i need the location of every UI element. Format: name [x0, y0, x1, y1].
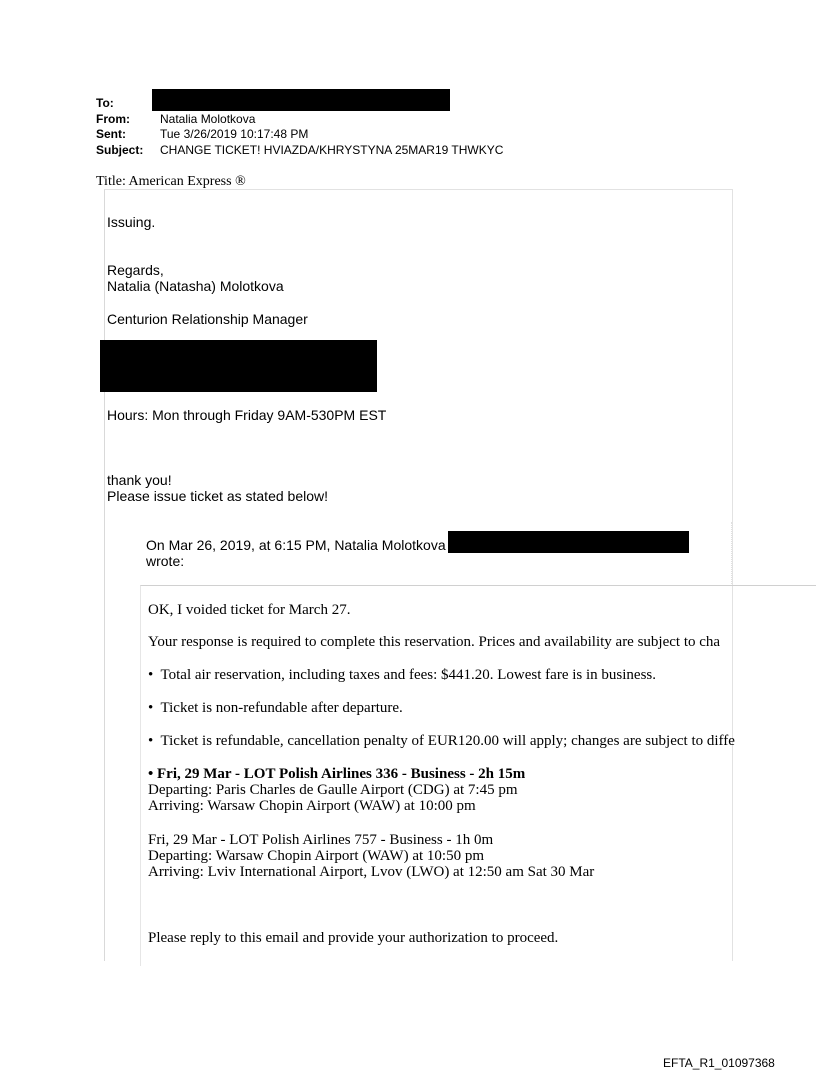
- bullet-icon: •: [148, 766, 154, 782]
- flight1-depart: Departing: Paris Charles de Gaulle Airport (CDG) at 7:45 pm: [148, 782, 518, 798]
- redaction-box: [152, 89, 450, 111]
- closing-text: Please reply to this email and provide your authorization to proceed.: [148, 930, 559, 946]
- bullet-text: Total air reservation, including taxes and fees: $441.20. Lowest fare is in business.: [160, 667, 656, 683]
- redaction-box: [448, 531, 689, 553]
- regards-text: Regards,: [107, 262, 164, 278]
- signature-role: Centurion Relationship Manager: [107, 311, 308, 327]
- thanks-text: thank you!: [107, 472, 172, 488]
- subject-label: Subject:: [96, 143, 144, 157]
- bullet-icon: •: [148, 733, 154, 749]
- quote-header-line2: wrote:: [146, 553, 185, 569]
- bullet-item: [148, 667, 656, 684]
- from-label: From:: [96, 112, 130, 126]
- from-value: Natalia Molotkova: [160, 112, 256, 126]
- redaction-box: [100, 340, 377, 392]
- title-line: Title: American Express ®: [96, 174, 246, 189]
- bullet-icon: •: [148, 667, 154, 683]
- flight2-depart: Departing: Warsaw Chopin Airport (WAW) at 10:50 pm: [148, 848, 484, 864]
- flight1-heading-text: Fri, 29 Mar - LOT Polish Airlines 336 - Business - 2h 15m: [157, 766, 526, 782]
- flight2-arrive: Arriving: Lviv International Airport, Lvov (LWO) at 12:50 am Sat 30 Mar: [148, 864, 595, 880]
- flight1-heading: [148, 766, 525, 783]
- signature-name: Natalia (Natasha) Molotkova: [107, 278, 284, 294]
- bullet-item: [148, 700, 403, 717]
- subject-value: CHANGE TICKET! HVIAZDA/KHRYSTYNA 25MAR19 THWKYC: [160, 143, 504, 157]
- flight2-heading: Fri, 29 Mar - LOT Polish Airlines 757 - Business - 1h 0m: [148, 832, 494, 848]
- bullet-text: Ticket is refundable, cancellation penalty of EUR120.00 will apply; changes are subject to diffe: [160, 733, 735, 749]
- hours-text: Hours: Mon through Friday 9AM-530PM EST: [107, 407, 387, 423]
- document-id: EFTA_R1_01097368: [663, 1056, 775, 1070]
- bullet-item: [148, 733, 735, 750]
- please-issue-text: Please issue ticket as stated below!: [107, 488, 329, 504]
- quote-header-line1: On Mar 26, 2019, at 6:15 PM, Natalia Molotkova: [146, 537, 446, 553]
- sent-value: Tue 3/26/2019 10:17:48 PM: [160, 127, 309, 141]
- bullet-icon: •: [148, 700, 154, 716]
- sent-label: Sent:: [96, 127, 126, 141]
- to-label: To:: [96, 96, 114, 110]
- voided-text: OK, I voided ticket for March 27.: [148, 602, 351, 618]
- bullet-text: Ticket is non-refundable after departure.: [160, 700, 403, 716]
- response-text: Your response is required to complete this reservation. Prices and availability are subject to cha: [148, 634, 721, 650]
- flight1-arrive: Arriving: Warsaw Chopin Airport (WAW) at 10:00 pm: [148, 798, 476, 814]
- issuing-text: Issuing.: [107, 214, 156, 230]
